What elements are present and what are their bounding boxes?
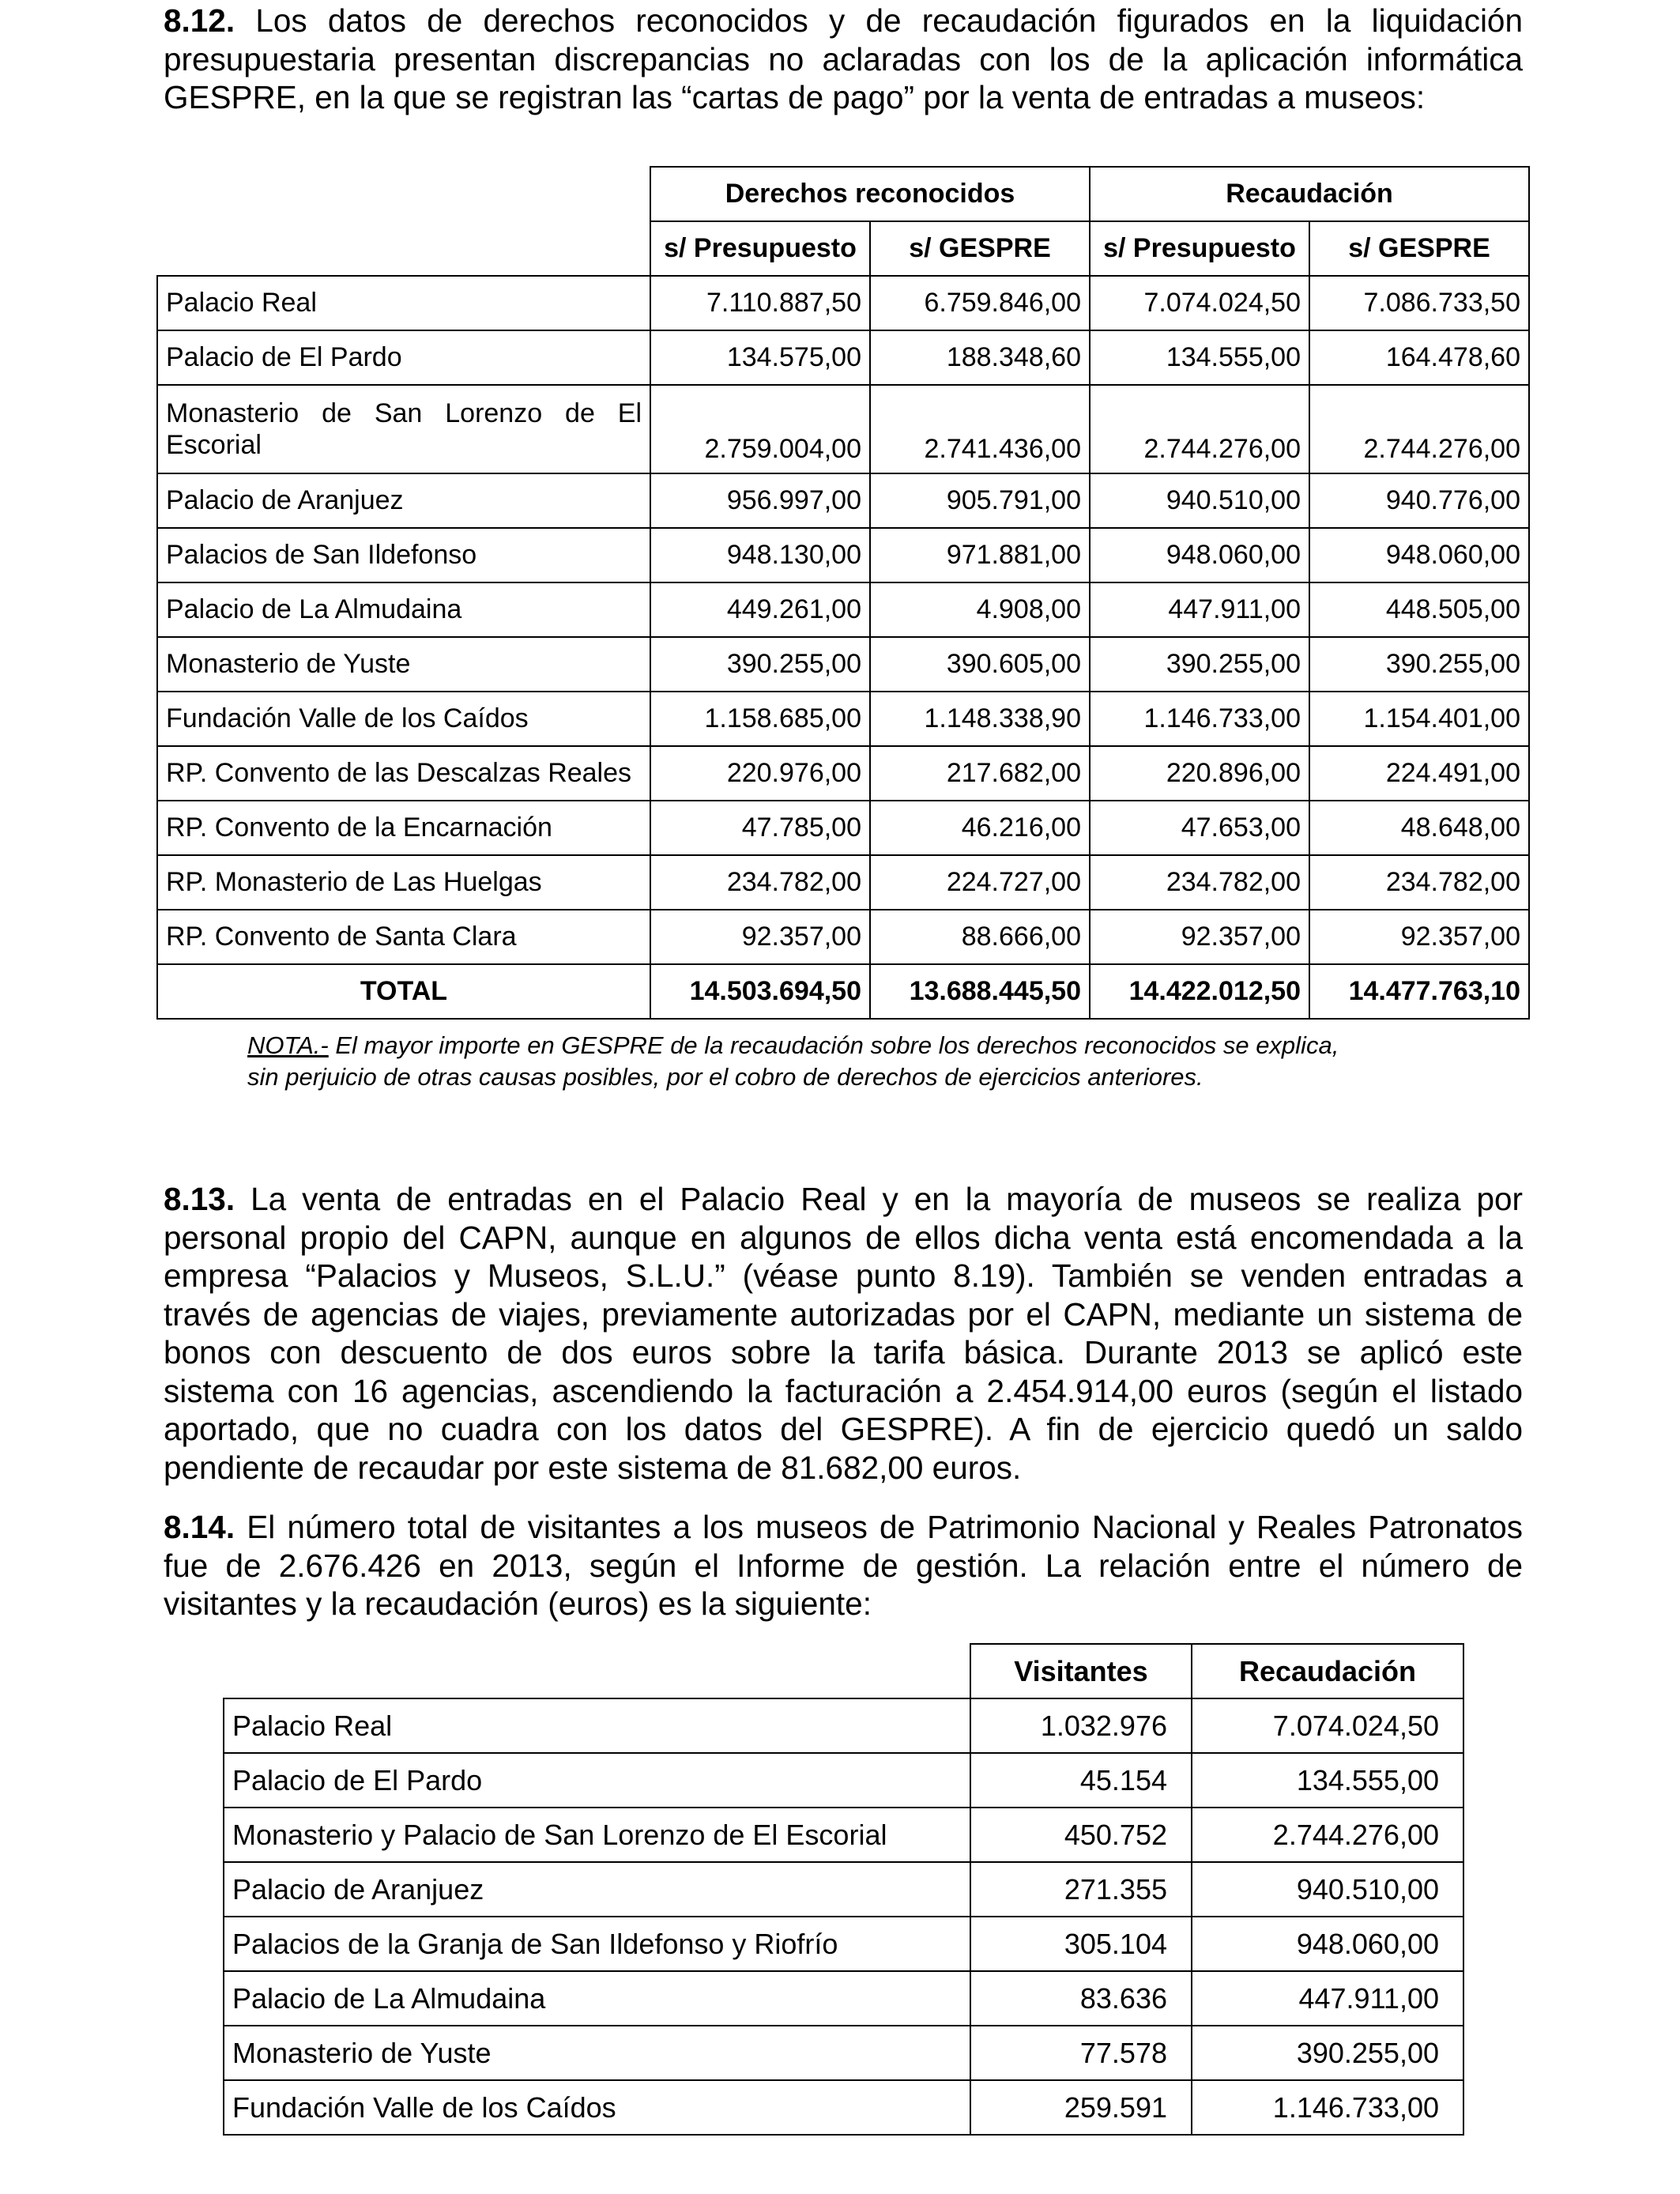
visitors-table bbox=[223, 1643, 1464, 2136]
total-value: 14.422.012,50 bbox=[1090, 964, 1309, 1019]
cell-value: 1.032.976 bbox=[970, 1698, 1192, 1753]
table-row bbox=[224, 2080, 1463, 2135]
cell-value: 92.357,00 bbox=[1090, 910, 1309, 964]
cell-value: 7.074.024,50 bbox=[1090, 276, 1309, 330]
cell-value: 940.510,00 bbox=[1192, 1862, 1463, 1917]
cell-value: 447.911,00 bbox=[1192, 1971, 1463, 2026]
cell-value: 271.355 bbox=[970, 1862, 1192, 1917]
column-header: s/ GESPRE bbox=[1309, 221, 1529, 276]
paragraph-line: sistema con 16 agencias, ascendiendo la facturación a 2.454.914,00 euros (según el listado bbox=[164, 1372, 1523, 1409]
paragraph-line: GESPRE, en la que se registran las “cartas de pago” por la venta de entradas a museos: bbox=[164, 79, 1426, 115]
cell-value: 234.782,00 bbox=[650, 855, 870, 910]
row-label: Monasterio de San Lorenzo de El Escorial bbox=[157, 385, 650, 473]
paragraph-text: El número total de visitantes a los museos de Patrimonio Nacional y Reales Patronatos bbox=[247, 1509, 1523, 1545]
cell-value: 948.060,00 bbox=[1309, 528, 1529, 582]
paragraph-line: presupuestaria presentan discrepancias no aclaradas con los de la aplicación informática bbox=[164, 40, 1523, 77]
paragraph-8-14 bbox=[164, 1508, 1523, 1623]
total-value: 14.477.763,10 bbox=[1309, 964, 1529, 1019]
paragraph-line: personal propio del CAPN, aunque en algunos de ellos dicha venta está encomendada a la bbox=[164, 1219, 1523, 1256]
paragraph-text: Los datos de derechos reconocidos y de recaudación figurados en la liquidación bbox=[255, 2, 1523, 39]
table-row bbox=[224, 1971, 1463, 2026]
cell-value: 188.348,60 bbox=[870, 330, 1090, 385]
table-row bbox=[224, 1698, 1463, 1753]
table-row bbox=[157, 385, 1529, 473]
table-row bbox=[224, 2026, 1463, 2080]
table-row bbox=[157, 473, 1529, 528]
cell-value: 390.255,00 bbox=[650, 637, 870, 692]
cell-value: 390.255,00 bbox=[1192, 2026, 1463, 2080]
paragraph-8-13 bbox=[164, 1180, 1523, 1487]
row-label: Palacio Real bbox=[224, 1698, 970, 1753]
cell-value: 217.682,00 bbox=[870, 746, 1090, 801]
cell-value: 83.636 bbox=[970, 1971, 1192, 2026]
cell-value: 905.791,00 bbox=[870, 473, 1090, 528]
cell-value: 220.976,00 bbox=[650, 746, 870, 801]
row-label: RP. Monasterio de Las Huelgas bbox=[157, 855, 650, 910]
cell-value: 971.881,00 bbox=[870, 528, 1090, 582]
row-label: Palacio de La Almudaina bbox=[157, 582, 650, 637]
paragraph-line: aportado, que no cuadra con los datos del GESPRE). A fin de ejercicio quedó un saldo bbox=[164, 1411, 1523, 1447]
column-group-header: Recaudación bbox=[1090, 167, 1529, 221]
cell-value: 2.759.004,00 bbox=[650, 385, 870, 473]
cell-value: 7.074.024,50 bbox=[1192, 1698, 1463, 1753]
table-row bbox=[157, 582, 1529, 637]
cell-value: 92.357,00 bbox=[650, 910, 870, 964]
table-row bbox=[157, 276, 1529, 330]
empty-corner bbox=[224, 1644, 970, 1698]
row-label: Palacio Real bbox=[157, 276, 650, 330]
cell-value: 2.741.436,00 bbox=[870, 385, 1090, 473]
column-group-header: Derechos reconocidos bbox=[650, 167, 1090, 221]
total-row bbox=[157, 964, 1529, 1019]
row-label: Palacios de la Granja de San Ildefonso y Riofrío bbox=[224, 1917, 970, 1971]
cell-value: 1.146.733,00 bbox=[1090, 692, 1309, 746]
table-row bbox=[224, 1808, 1463, 1862]
cell-value: 940.776,00 bbox=[1309, 473, 1529, 528]
cell-value: 1.158.685,00 bbox=[650, 692, 870, 746]
note-line bbox=[247, 1030, 1480, 1061]
total-value: 13.688.445,50 bbox=[870, 964, 1090, 1019]
cell-value: 1.146.733,00 bbox=[1192, 2080, 1463, 2135]
cell-value: 92.357,00 bbox=[1309, 910, 1529, 964]
row-label: Palacio de El Pardo bbox=[224, 1753, 970, 1808]
column-header: Recaudación bbox=[1192, 1644, 1463, 1698]
section-number: 8.12. bbox=[164, 2, 235, 39]
cell-value: 234.782,00 bbox=[1309, 855, 1529, 910]
cell-value: 390.255,00 bbox=[1309, 637, 1529, 692]
cell-value: 134.575,00 bbox=[650, 330, 870, 385]
row-label: Monasterio y Palacio de San Lorenzo de El Escorial bbox=[224, 1808, 970, 1862]
section-number: 8.13. bbox=[164, 1181, 235, 1217]
cell-value: 2.744.276,00 bbox=[1309, 385, 1529, 473]
table-row bbox=[157, 910, 1529, 964]
cell-value: 956.997,00 bbox=[650, 473, 870, 528]
cell-value: 948.130,00 bbox=[650, 528, 870, 582]
row-label: Palacio de El Pardo bbox=[157, 330, 650, 385]
column-header: s/ GESPRE bbox=[870, 221, 1090, 276]
table-row bbox=[157, 330, 1529, 385]
cell-value: 948.060,00 bbox=[1192, 1917, 1463, 1971]
cell-value: 45.154 bbox=[970, 1753, 1192, 1808]
row-label: Palacio de La Almudaina bbox=[224, 1971, 970, 2026]
cell-value: 259.591 bbox=[970, 2080, 1192, 2135]
column-header: Visitantes bbox=[970, 1644, 1192, 1698]
row-label: RP. Convento de Santa Clara bbox=[157, 910, 650, 964]
table-row bbox=[157, 855, 1529, 910]
cell-value: 450.752 bbox=[970, 1808, 1192, 1862]
cell-value: 164.478,60 bbox=[1309, 330, 1529, 385]
row-label: RP. Convento de las Descalzas Reales bbox=[157, 746, 650, 801]
paragraph-line: visitantes y la recaudación (euros) es la siguiente: bbox=[164, 1585, 872, 1622]
table-row bbox=[157, 528, 1529, 582]
row-label: Monasterio de Yuste bbox=[224, 2026, 970, 2080]
paragraph-line bbox=[164, 1180, 1523, 1219]
cell-value: 46.216,00 bbox=[870, 801, 1090, 855]
row-label: Monasterio de Yuste bbox=[157, 637, 650, 692]
cell-value: 48.648,00 bbox=[1309, 801, 1529, 855]
row-label: RP. Convento de la Encarnación bbox=[157, 801, 650, 855]
cell-value: 6.759.846,00 bbox=[870, 276, 1090, 330]
cell-value: 2.744.276,00 bbox=[1090, 385, 1309, 473]
paragraph-8-12 bbox=[164, 2, 1523, 117]
empty-corner bbox=[157, 221, 650, 276]
table-row bbox=[157, 746, 1529, 801]
table-row bbox=[224, 1753, 1463, 1808]
cell-value: 47.785,00 bbox=[650, 801, 870, 855]
table-note bbox=[247, 1030, 1480, 1093]
column-header: s/ Presupuesto bbox=[650, 221, 870, 276]
total-value: 14.503.694,50 bbox=[650, 964, 870, 1019]
cell-value: 948.060,00 bbox=[1090, 528, 1309, 582]
cell-value: 449.261,00 bbox=[650, 582, 870, 637]
cell-value: 47.653,00 bbox=[1090, 801, 1309, 855]
table-row bbox=[224, 1917, 1463, 1971]
cell-value: 134.555,00 bbox=[1192, 1753, 1463, 1808]
cell-value: 7.086.733,50 bbox=[1309, 276, 1529, 330]
note-line: sin perjuicio de otras causas posibles, por el cobro de derechos de ejercicios anteriores. bbox=[247, 1063, 1203, 1091]
cell-value: 77.578 bbox=[970, 2026, 1192, 2080]
cell-value: 7.110.887,50 bbox=[650, 276, 870, 330]
cell-value: 88.666,00 bbox=[870, 910, 1090, 964]
note-label: NOTA.- bbox=[247, 1031, 329, 1059]
cell-value: 224.727,00 bbox=[870, 855, 1090, 910]
row-label: Palacios de San Ildefonso bbox=[157, 528, 650, 582]
sub-header-row bbox=[157, 221, 1529, 276]
cell-value: 234.782,00 bbox=[1090, 855, 1309, 910]
paragraph-line: empresa “Palacios y Museos, S.L.U.” (véase punto 8.19). También se venden entradas a bbox=[164, 1257, 1523, 1294]
row-label: Palacio de Aranjuez bbox=[224, 1862, 970, 1917]
section-number: 8.14. bbox=[164, 1509, 235, 1545]
cell-value: 4.908,00 bbox=[870, 582, 1090, 637]
cell-value: 447.911,00 bbox=[1090, 582, 1309, 637]
row-label: Fundación Valle de los Caídos bbox=[224, 2080, 970, 2135]
paragraph-line: pendiente de recaudar por este sistema de 81.682,00 euros. bbox=[164, 1449, 1022, 1486]
paragraph-line bbox=[164, 1508, 1523, 1547]
cell-value: 448.505,00 bbox=[1309, 582, 1529, 637]
header-row bbox=[224, 1644, 1463, 1698]
paragraph-line: través de agencias de viajes, previamente autorizadas por el CAPN, mediante un sistema de bbox=[164, 1295, 1523, 1333]
rights-collection-table bbox=[156, 166, 1530, 1020]
paragraph-line: bonos con descuento de dos euros sobre la tarifa básica. Durante 2013 se aplicó este bbox=[164, 1334, 1523, 1370]
row-label: Fundación Valle de los Caídos bbox=[157, 692, 650, 746]
empty-corner bbox=[157, 167, 650, 221]
table-row bbox=[157, 692, 1529, 746]
row-label: Palacio de Aranjuez bbox=[157, 473, 650, 528]
column-header: s/ Presupuesto bbox=[1090, 221, 1309, 276]
cell-value: 1.148.338,90 bbox=[870, 692, 1090, 746]
note-text: El mayor importe en GESPRE de la recaudación sobre los derechos reconocidos se explica, bbox=[335, 1031, 1339, 1059]
table-row bbox=[224, 1862, 1463, 1917]
paragraph-line bbox=[164, 2, 1523, 40]
cell-value: 390.255,00 bbox=[1090, 637, 1309, 692]
group-header-row bbox=[157, 167, 1529, 221]
cell-value: 134.555,00 bbox=[1090, 330, 1309, 385]
total-label: TOTAL bbox=[157, 964, 650, 1019]
paragraph-text: La venta de entradas en el Palacio Real y en la mayoría de museos se realiza por bbox=[250, 1181, 1523, 1217]
cell-value: 2.744.276,00 bbox=[1192, 1808, 1463, 1862]
cell-value: 940.510,00 bbox=[1090, 473, 1309, 528]
table-row bbox=[157, 637, 1529, 692]
cell-value: 220.896,00 bbox=[1090, 746, 1309, 801]
cell-value: 305.104 bbox=[970, 1917, 1192, 1971]
cell-value: 390.605,00 bbox=[870, 637, 1090, 692]
cell-value: 1.154.401,00 bbox=[1309, 692, 1529, 746]
paragraph-line: fue de 2.676.426 en 2013, según el Informe de gestión. La relación entre el número de bbox=[164, 1547, 1523, 1584]
table-row bbox=[157, 801, 1529, 855]
cell-value: 224.491,00 bbox=[1309, 746, 1529, 801]
